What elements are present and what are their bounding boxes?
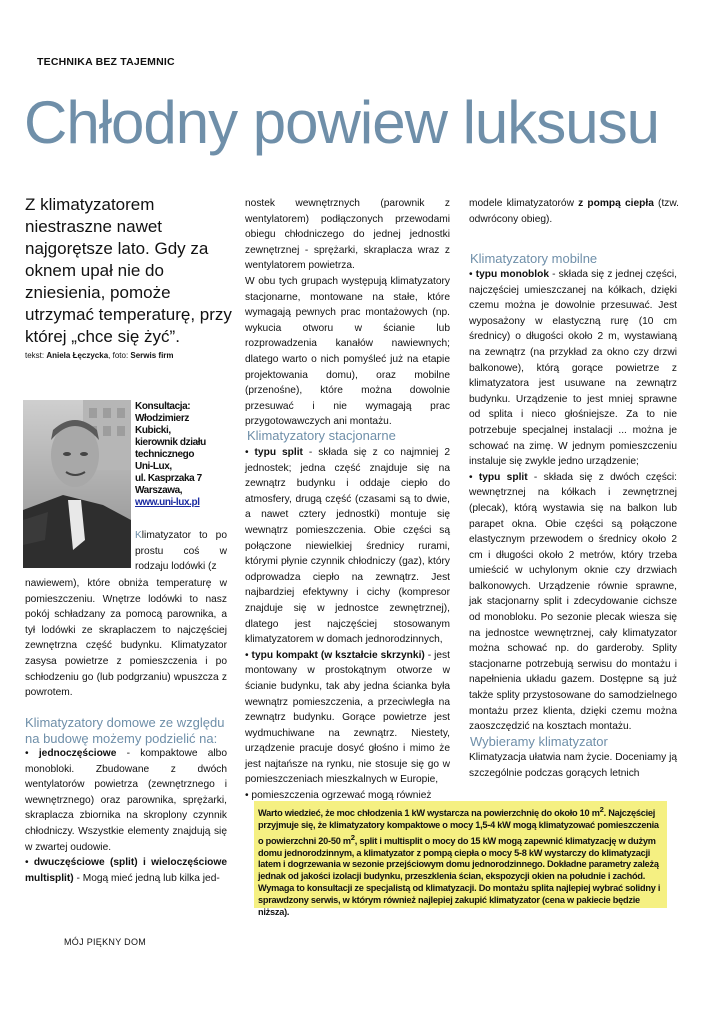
list-item: • jednoczęściowe - kompaktowe albo monobloki. Zbudowane z dwóch wentylatorów powietrza (zewnętrznego i wewnętrznego) oraz parownika, sprężarki, skraplacza zbiornika na skroplony czynnik chłodniczy. Wszystkie elementy znajdują się w zwartej oudowie.: [25, 748, 227, 853]
list-item: • typu kompakt (w kształcie skrzynki) - jest montowany w prostokątnym otworze w ścianie budynku, tak aby jedna ścianka była wewnątrz pomieszczenia, a przeciwległa na zewnątrz budynku. Gorące powietrze jest wydmuchiwane na zewnątrz. Niestety, urządzenie pracuje dosyć głośno i mimo że jest najtańsze na rynku, nie stosuje się go w pomieszczeniach mieszkalnych w Europie,: [245, 649, 450, 786]
drop-cap: K: [135, 530, 142, 541]
list-item: • typu split - składa się z dwóch części: wewnętrznej na kółkach i zewnętrznej (plecak), którą wystawia się na balkon lub parapet okna. Obie części są połączone elastycznym przewodem o średnicy około 2 cm i długości około 2 metrów, który trzeba umieścić w uchylonym oknie czy drzwiach balkonowych. Urządzenie równie sprawne, jak stacjonarny split i zdecydowanie cichsze od monobloku. Po sezonie plecak wiesza się na jednostce wewnętrznej, cały klimatyzator można schować np. do garderoby. Splity stacjonarne potrzebują serwisu do montażu i napełnienia układu gazem. Dostępne są już także splity przystosowane do samodzielnego montażu przez klienta, dzięki czemu można zaoszczędzić na kosztach montażu.: [469, 471, 677, 733]
contact-label: Konsultacja:: [135, 401, 191, 412]
contact-name-first: Włodzimierz: [135, 413, 189, 424]
consultant-info: [135, 401, 225, 509]
heading-stationary: Klimatyzatory stacjonarne: [247, 428, 396, 443]
lead-paragraph: Z klimatyzatorem niestraszne nawet najgorętsze lato. Gdy za oknem upał nie do zniesienia, pomoże utrzymać temperaturę, przy której „chce się żyć”.: [25, 195, 232, 346]
intro-text-start: limatyzator to po prostu coś w rodzaju lodówki (z: [135, 530, 227, 573]
section-label: TECHNIKA BEZ TAJEMNIC: [37, 56, 175, 68]
contact-street: ul. Kasprzaka 7: [135, 473, 202, 484]
heading-choosing: Wybieramy klimatyzator: [470, 734, 608, 749]
credit-photo-prefix: , foto:: [108, 351, 131, 360]
column2-list: [245, 445, 450, 804]
intro-paragraph-start: [135, 528, 227, 575]
author-credit: [25, 351, 174, 360]
article-title: Chłodny powiew luksusu: [24, 89, 660, 156]
column3-text: modele klimatyzatorów z pompą ciepła (tzw. odwrócony obieg).: [469, 198, 679, 225]
contact-name-last: Kubicki,: [135, 425, 171, 436]
consultant-photo: [23, 400, 131, 568]
list-item: • pomieszczenia ogrzewać mogą również: [245, 790, 432, 802]
heading-mobile: Klimatyzatory mobilne: [470, 251, 598, 266]
contact-role-2: technicznego: [135, 449, 195, 460]
intro-paragraph-cont: nawiewem), które obniża temperaturę w pomieszczeniu. Wnętrze lodówki to nasz pokój schładzany za pomocą parownika, a tył lodówki ze skraplaczem to najczęściej zewnętrzna część budynku. Klimatyzator zasysa powietrze z pomieszczenia i po schłodzeniu go (lub podgrzaniu) wpuszcza z powrotem.: [25, 578, 227, 699]
paragraph: nostek wewnętrznych (parownik z wentylatorem) podłączonych przewodami obiegu chłodniczego do jednej jednostki zewnętrznej - sprężarki, skraplacza wraz z wentylatorem powietrza.: [245, 198, 450, 272]
magazine-footer: MÓJ PIĘKNY DOM: [64, 937, 147, 947]
column2-text: [245, 196, 450, 430]
column3-ending: Klimatyzacja ułatwia nam życie. Doceniamy ją szczególnie podczas gorących letnich: [469, 752, 677, 779]
contact-role-1: kierownik działu: [135, 437, 206, 448]
list-item: • typu split - składa się z co najmniej 2 jednostek; jedna część znajduje się na zewnątrz budynku i oddaje ciepło do atmosfery, drugą część (czasami są to dwie, a nawet cztery jednostki) montuje się wewnątrz pomieszczenia. Obie części są połączone niewielkiej średnicy rurami, którymi płynie czynnik chłodniczy (gaz), który odprowadza ciepło na zewnątrz. Jest najbardziej efektywny i cichy (kompresor znajduje się w jednostce zewnętrznej), dlatego jest najczęściej stosowanym klimatyzatorem w domach jednorodzinnych,: [245, 447, 450, 646]
info-box-text: Warto wiedzieć, że moc chłodzenia 1 kW wystarcza na powierzchnię do około 10 $m^2$. Najczęściej przyjmuje się, że klimatyzatory kompaktowe o mocy 1,5-4 kW mogą klimatyzować pomieszczenia o powierzchni 20-50 $m^2$, split i multisplit o mocy do 15 kW mogą zapewnić klimatyzację w dużym domu jednorodzinnym, a klimatyzator z pompą ciepła o mocy 5-8 kW wystarczy do klimatyzacji latem i dogrzewania w sezonie przejściowym domu jednorodzinnego. Dokładne parametry zależą jednak od jakości izolacji budynku, przeszklenia ścian, ekspozycji okien na południe i zachód. Wymaga to konsultacji ze specjalistą od klimatyzacji. Do montażu splita najlepiej wybrać solidny i sprawdzony serwis, w którym również najlepiej zakupić klimatyzator (cena w pakiecie będzie niższa).: [258, 805, 661, 917]
column1-list: [25, 746, 227, 886]
credit-prefix: tekst:: [25, 351, 47, 360]
contact-website-link[interactable]: www.uni-lux.pl: [135, 497, 200, 508]
heading-domestic-types: Klimatyzatory domowe ze względu na budowę możemy podzielić na:: [25, 715, 225, 746]
credit-author: Aniela Łęczycka: [46, 351, 109, 360]
column3-list: [469, 267, 677, 735]
paragraph: W obu tych grupach występują klimatyzatory stacjonarne, montowane na stałe, które wymagają pewnych prac montażowych (np. wykucia otworu w ścianie lub rozprowadzenia kanałów nawiewnych; dlatego warto o nich pomyśleć już na etapie projektowania domu), oraz mobilne (przenośne), które można dowolnie przesuwać i nie wymagają prac przygotowawczych ani montażu.: [245, 275, 450, 428]
list-item: • dwuczęściowe (split) i wieloczęściowe multisplit) - Mogą mieć jedną lub kilka jed-: [25, 857, 227, 884]
contact-city: Warszawa,: [135, 485, 183, 496]
contact-company: Uni-Lux,: [135, 461, 172, 472]
credit-photo: Serwis firm: [130, 351, 174, 360]
list-item: • typu monoblok - składa się z jednej części, najczęściej umieszczanej na kółkach, dzięki czemu można je dowolnie przesuwać. Jest wyposażony w elastyczną rurę (10 cm średnicy) o długości około 2 m, wystawianą na zewnątrz (na przykład za okno czy drzwi balkonowe), którą gorące powietrze z klimatyzatora jest usuwane na zewnątrz budynku. Urządzenie to jest mniej sprawne od splita i nieco głośniejsze. Za to nie potrzebuje specjalnej instalacji ... można je schować na zimę. W jednym pomieszczeniu instaluje się zwykle jedno urządzenie;: [469, 269, 677, 468]
